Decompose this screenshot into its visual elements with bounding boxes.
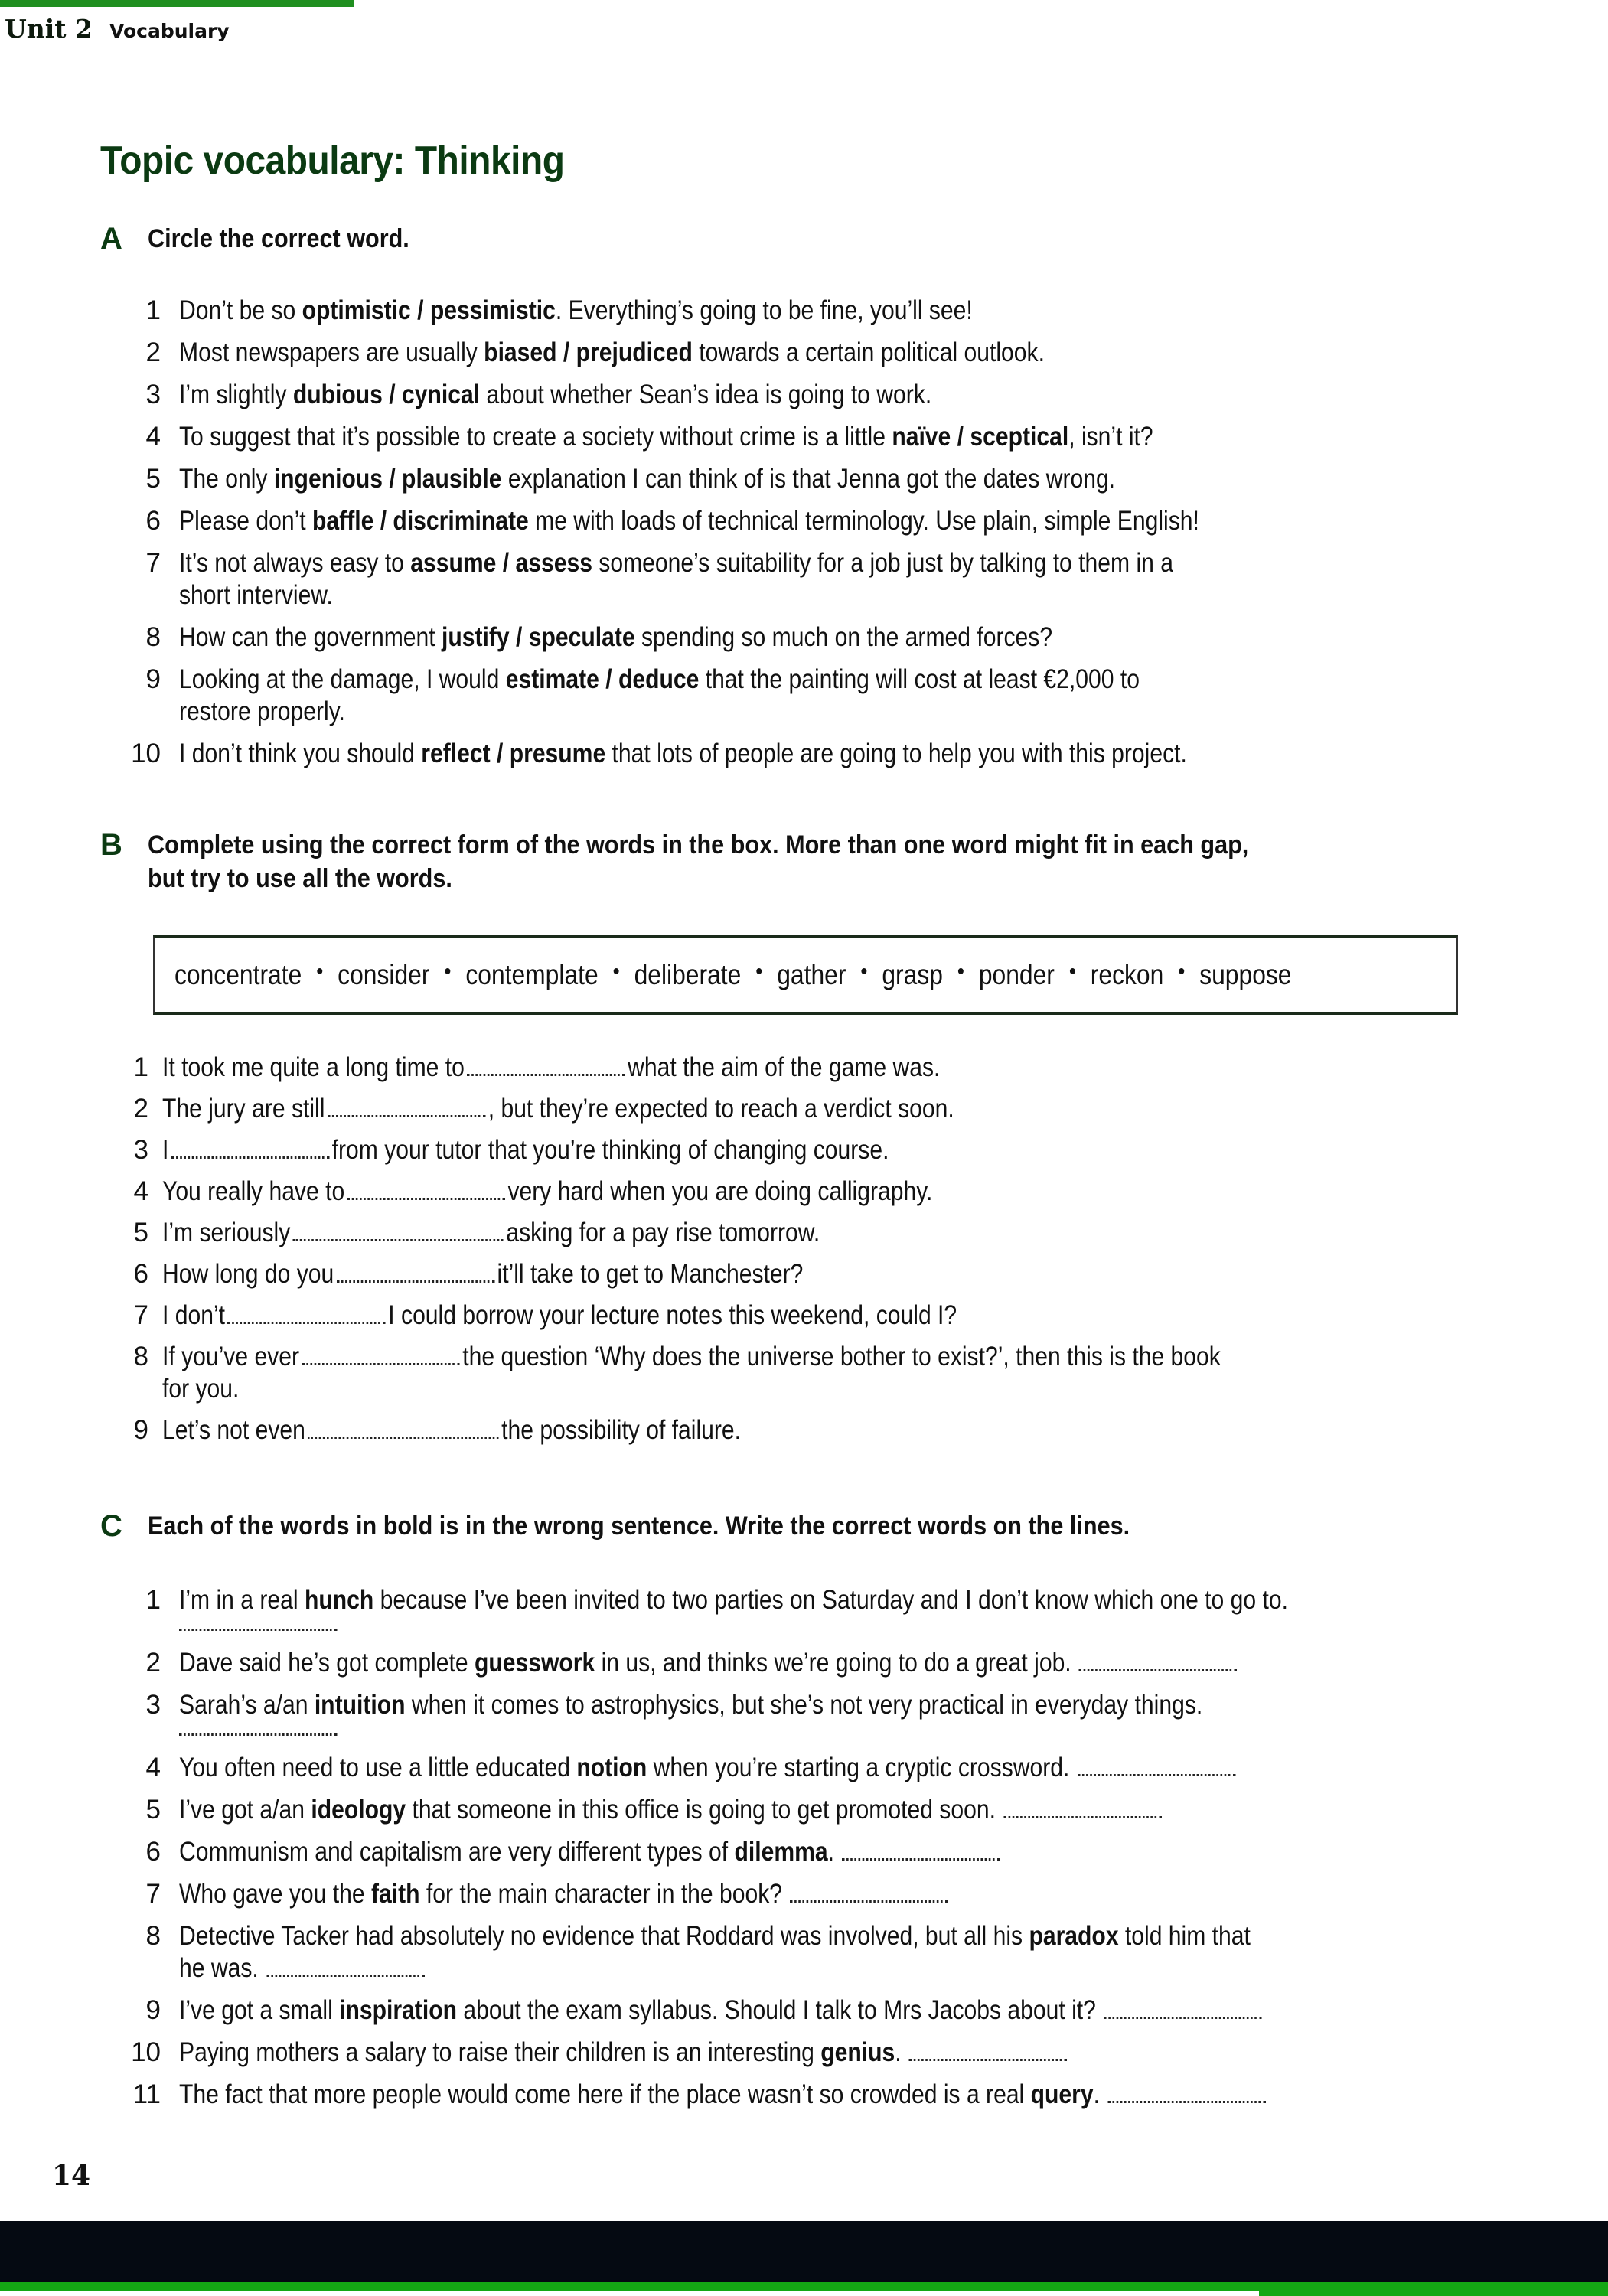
item-text-after: that the painting will cost at least €2,000 to bbox=[699, 664, 1140, 694]
exercise-c-item bbox=[122, 1584, 1515, 1637]
item-text-after: . bbox=[1093, 2079, 1100, 2109]
item-text-before: Don’t be so bbox=[179, 295, 302, 325]
item-number: 7 bbox=[145, 1879, 161, 1909]
item-text-after: it’ll take to get to Manchester? bbox=[497, 1259, 804, 1289]
item-text-before: You often need to use a little educated bbox=[179, 1753, 577, 1782]
word-box-list bbox=[174, 959, 1292, 991]
choice-separator: / bbox=[599, 664, 618, 694]
item-number: 5 bbox=[145, 464, 161, 494]
item-number: 5 bbox=[133, 1218, 148, 1247]
unit-label: Unit 2 bbox=[5, 14, 93, 44]
bullet-separator: • bbox=[860, 959, 868, 984]
item-text-before: I’m slightly bbox=[179, 380, 293, 409]
exercise-b-item bbox=[122, 1134, 1500, 1166]
answer-line[interactable] bbox=[790, 1896, 948, 1903]
bold-word: notion bbox=[576, 1753, 647, 1782]
item-text bbox=[162, 1052, 940, 1084]
item-text-before: Dave said he’s got complete bbox=[179, 1648, 475, 1678]
item-text bbox=[179, 1920, 1251, 1985]
item-text bbox=[162, 1176, 932, 1208]
section-b-items bbox=[122, 1052, 1500, 1456]
item-text-after: spending so much on the armed forces? bbox=[634, 622, 1053, 652]
item-text bbox=[162, 1093, 954, 1125]
exercise-c-item bbox=[122, 1920, 1515, 1985]
choice-separator: / bbox=[382, 464, 403, 494]
item-text-before: You really have to bbox=[162, 1176, 345, 1206]
exercise-c-item bbox=[122, 2037, 1515, 2069]
item-number: 1 bbox=[145, 1585, 161, 1615]
item-text bbox=[162, 1217, 820, 1249]
item-number: 3 bbox=[133, 1135, 148, 1165]
bold-word: genius bbox=[820, 2037, 895, 2067]
item-text bbox=[179, 295, 973, 327]
item-text-after: for the main character in the book? bbox=[419, 1879, 783, 1909]
item-number: 8 bbox=[145, 1921, 161, 1951]
section-b-instruction bbox=[148, 828, 1248, 895]
item-text-before: I’m in a real bbox=[179, 1585, 305, 1615]
item-text-before: If you’ve ever bbox=[162, 1342, 300, 1371]
bold-word: query bbox=[1030, 2079, 1094, 2109]
item-text-before: Who gave you the bbox=[179, 1879, 371, 1909]
answer-line[interactable] bbox=[179, 1624, 337, 1631]
word-box bbox=[153, 935, 1458, 1015]
word-box-item: suppose bbox=[1199, 959, 1292, 990]
item-text bbox=[179, 1752, 1238, 1784]
item-text bbox=[179, 463, 1115, 495]
item-text-before: Sarah’s a/an bbox=[179, 1690, 315, 1720]
bold-word: paradox bbox=[1029, 1921, 1119, 1951]
item-text bbox=[179, 2037, 1070, 2069]
item-number: 4 bbox=[145, 1753, 161, 1782]
item-text-before: The fact that more people would come here if the place wasn’t so crowded is a real bbox=[179, 2079, 1031, 2109]
item-number: 1 bbox=[133, 1052, 148, 1082]
item-number: 9 bbox=[133, 1415, 148, 1445]
bullet-separator: • bbox=[957, 959, 964, 984]
item-number: 3 bbox=[145, 1690, 161, 1720]
choice-option-2[interactable]: assess bbox=[515, 548, 592, 578]
answer-gap[interactable] bbox=[293, 1234, 504, 1241]
page-title: Topic vocabulary: Thinking bbox=[100, 139, 565, 183]
item-number: 6 bbox=[145, 506, 161, 536]
word-box-item: contemplate bbox=[465, 959, 599, 990]
item-text-before: It’s not always easy to bbox=[179, 548, 411, 578]
answer-line[interactable] bbox=[1104, 2012, 1261, 2019]
choice-separator: / bbox=[490, 739, 510, 768]
choice-option-1[interactable]: naïve bbox=[892, 422, 951, 452]
section-a-heading bbox=[100, 222, 439, 256]
bold-word: dilemma bbox=[734, 1837, 828, 1867]
exercise-c-item bbox=[122, 1689, 1515, 1742]
choice-option-1[interactable]: optimistic bbox=[302, 295, 411, 325]
item-text-before: The only bbox=[179, 464, 274, 494]
exercise-a-item bbox=[122, 547, 1500, 612]
bullet-separator: • bbox=[316, 959, 324, 984]
item-number: 3 bbox=[145, 380, 161, 409]
bold-word: intuition bbox=[314, 1690, 406, 1720]
exercise-c-item bbox=[122, 1836, 1515, 1868]
item-number: 4 bbox=[133, 1176, 148, 1206]
item-number: 6 bbox=[133, 1259, 148, 1289]
exercise-b-item bbox=[122, 1176, 1500, 1208]
item-text bbox=[179, 1689, 1202, 1742]
item-text-after: when you’re starting a cryptic crossword. bbox=[647, 1753, 1070, 1782]
item-text-before: Most newspapers are usually bbox=[179, 338, 484, 367]
choice-option-2[interactable]: pessimistic bbox=[429, 295, 556, 325]
choice-option-1[interactable]: baffle bbox=[312, 506, 374, 536]
item-text-before: It took me quite a long time to bbox=[162, 1052, 465, 1082]
item-text-after: . bbox=[895, 2037, 902, 2067]
section-b-instruction-line2: but try to use all the words. bbox=[148, 864, 452, 893]
item-text-before: How long do you bbox=[162, 1259, 334, 1289]
answer-line[interactable] bbox=[909, 2054, 1067, 2061]
exercise-c-item bbox=[122, 2079, 1515, 2111]
choice-option-1[interactable]: ingenious bbox=[273, 464, 383, 494]
bold-word: guesswork bbox=[474, 1648, 595, 1678]
item-text-after: in us, and thinks we’re going to do a great job. bbox=[595, 1648, 1071, 1678]
exercise-c-item bbox=[122, 1994, 1515, 2027]
item-text-after: about the exam syllabus. Should I talk to Mrs Jacobs about it? bbox=[456, 1995, 1096, 2025]
word-box-item: reckon bbox=[1090, 959, 1164, 990]
exercise-c-item bbox=[122, 1647, 1515, 1679]
item-text bbox=[179, 337, 1045, 369]
answer-line[interactable] bbox=[1107, 2096, 1265, 2103]
item-text-before: I’m seriously bbox=[162, 1218, 291, 1247]
item-text-continued: restore properly. bbox=[179, 696, 345, 726]
item-text-after: I could borrow your lecture notes this weekend, could I? bbox=[388, 1300, 957, 1330]
item-text bbox=[179, 621, 1052, 654]
item-text-before: I’ve got a small bbox=[179, 1995, 340, 2025]
section-c-items bbox=[122, 1584, 1515, 2121]
item-text bbox=[179, 1836, 1003, 1868]
choice-option-2[interactable]: deduce bbox=[618, 664, 700, 694]
item-text-before: To suggest that it’s possible to create a society without crime is a little bbox=[179, 422, 892, 452]
bullet-separator: • bbox=[1068, 959, 1076, 984]
answer-line[interactable] bbox=[1078, 1769, 1235, 1776]
answer-line[interactable] bbox=[842, 1854, 1000, 1861]
item-text bbox=[162, 1414, 741, 1446]
section-b-letter: B bbox=[100, 828, 122, 862]
item-number: 4 bbox=[145, 422, 161, 452]
item-text-before: The jury are still bbox=[162, 1094, 325, 1124]
unit-section-label: Vocabulary bbox=[109, 20, 230, 42]
exercise-b-item bbox=[122, 1414, 1500, 1446]
header-accent-bar bbox=[0, 0, 354, 7]
word-box-item: concentrate bbox=[174, 959, 302, 990]
bold-word: inspiration bbox=[339, 1995, 457, 2025]
item-text-continued: he was. bbox=[179, 1953, 259, 1983]
answer-line[interactable] bbox=[266, 1970, 424, 1977]
item-text-before: Communism and capitalism are very different types of bbox=[179, 1837, 735, 1867]
item-number: 8 bbox=[145, 622, 161, 652]
answer-line[interactable] bbox=[179, 1729, 337, 1736]
exercise-b-item bbox=[122, 1258, 1500, 1290]
answer-gap[interactable] bbox=[467, 1069, 625, 1076]
item-text bbox=[179, 1584, 1288, 1637]
item-number: 7 bbox=[133, 1300, 148, 1330]
page-number: 14 bbox=[52, 2160, 91, 2192]
item-text-before: How can the government bbox=[179, 622, 442, 652]
exercise-a-item bbox=[122, 421, 1500, 453]
item-text-after: what the aim of the game was. bbox=[628, 1052, 941, 1082]
choice-separator: / bbox=[496, 548, 516, 578]
exercise-a-item bbox=[122, 621, 1500, 654]
item-text-before: I don’t think you should bbox=[179, 739, 422, 768]
choice-separator: / bbox=[373, 506, 393, 536]
exercise-a-item bbox=[122, 738, 1500, 770]
item-text bbox=[179, 2079, 1268, 2111]
choice-option-1[interactable]: dubious bbox=[292, 380, 383, 409]
item-text bbox=[162, 1134, 889, 1166]
item-text bbox=[179, 1994, 1264, 2027]
item-text-before: Detective Tacker had absolutely no evidence that Roddard was involved, but all his bbox=[179, 1921, 1029, 1951]
bold-word: hunch bbox=[304, 1585, 374, 1615]
item-text-after: me with loads of technical terminology. Use plain, simple English! bbox=[528, 506, 1199, 536]
item-text-after: . bbox=[827, 1837, 834, 1867]
word-box-item: gather bbox=[777, 959, 846, 990]
exercise-c-item bbox=[122, 1794, 1515, 1826]
choice-option-1[interactable]: justify bbox=[441, 622, 510, 652]
bullet-separator: • bbox=[755, 959, 763, 984]
footer-notch bbox=[0, 2291, 1259, 2296]
item-text bbox=[179, 379, 931, 411]
bullet-separator: • bbox=[1178, 959, 1186, 984]
word-box-item: deliberate bbox=[634, 959, 742, 990]
section-b-heading bbox=[100, 828, 1371, 895]
item-text-before: Please don’t bbox=[179, 506, 313, 536]
item-text-continued: for you. bbox=[162, 1374, 240, 1404]
choice-separator: / bbox=[410, 295, 430, 325]
exercise-b-item bbox=[122, 1217, 1500, 1249]
item-number: 6 bbox=[145, 1837, 161, 1867]
item-number: 2 bbox=[133, 1094, 148, 1124]
item-text-after: explanation I can think of is that Jenna got the dates wrong. bbox=[501, 464, 1116, 494]
answer-gap[interactable] bbox=[171, 1152, 329, 1159]
answer-gap[interactable] bbox=[308, 1432, 498, 1439]
exercise-b-item bbox=[122, 1052, 1500, 1084]
choice-option-2[interactable]: cynical bbox=[402, 380, 481, 409]
item-text-before: I bbox=[162, 1135, 169, 1165]
answer-line[interactable] bbox=[1079, 1665, 1237, 1671]
exercise-a-item bbox=[122, 463, 1500, 495]
choice-option-2[interactable]: speculate bbox=[528, 622, 635, 652]
choice-separator: / bbox=[382, 380, 403, 409]
answer-gap[interactable] bbox=[302, 1358, 459, 1365]
item-number: 10 bbox=[131, 739, 161, 768]
item-text bbox=[162, 1300, 957, 1332]
choice-option-2[interactable]: plausible bbox=[402, 464, 502, 494]
item-text-after: when it comes to astrophysics, but she’s not very practical in everyday things. bbox=[405, 1690, 1203, 1720]
item-text-after: asking for a pay rise tomorrow. bbox=[506, 1218, 820, 1247]
item-text-continued: short interview. bbox=[179, 580, 333, 610]
exercise-a-item bbox=[122, 295, 1500, 327]
answer-gap[interactable] bbox=[337, 1276, 494, 1283]
item-number: 7 bbox=[145, 548, 161, 578]
item-text bbox=[179, 1878, 951, 1910]
word-box-item: consider bbox=[338, 959, 430, 990]
choice-option-1[interactable]: estimate bbox=[505, 664, 599, 694]
bullet-separator: • bbox=[444, 959, 452, 984]
exercise-b-item bbox=[122, 1341, 1500, 1405]
item-text-after: the question ‘Why does the universe bother to exist?’, then this is the book bbox=[462, 1342, 1221, 1371]
section-c-heading bbox=[100, 1509, 1239, 1543]
answer-line[interactable] bbox=[1003, 1812, 1161, 1818]
exercise-a-item bbox=[122, 337, 1500, 369]
item-text-after: because I’ve been invited to two parties on Saturday and I don’t know which one to go to. bbox=[373, 1585, 1288, 1615]
choice-option-2[interactable]: prejudiced bbox=[576, 338, 693, 367]
answer-gap[interactable] bbox=[227, 1317, 385, 1324]
item-text bbox=[162, 1258, 803, 1290]
bold-word: ideology bbox=[311, 1795, 406, 1825]
section-c-letter: C bbox=[100, 1509, 122, 1543]
item-text-after: towards a certain political outlook. bbox=[692, 338, 1045, 367]
choice-option-2[interactable]: discriminate bbox=[393, 506, 529, 536]
item-text-after: , but they’re expected to reach a verdict soon. bbox=[488, 1094, 954, 1124]
item-number: 10 bbox=[131, 2037, 161, 2067]
item-number: 8 bbox=[133, 1342, 148, 1371]
section-a-items bbox=[122, 295, 1500, 780]
item-number: 11 bbox=[132, 2079, 161, 2109]
item-text-before: Let’s not even bbox=[162, 1415, 305, 1445]
word-box-item: ponder bbox=[978, 959, 1055, 990]
bold-word: faith bbox=[370, 1879, 420, 1909]
choice-option-1[interactable]: reflect bbox=[421, 739, 491, 768]
item-text-after: from your tutor that you’re thinking of changing course. bbox=[331, 1135, 889, 1165]
item-text bbox=[179, 505, 1199, 537]
item-text-after: told him that bbox=[1118, 1921, 1251, 1951]
item-number: 2 bbox=[145, 1648, 161, 1678]
item-number: 9 bbox=[145, 1995, 161, 2025]
exercise-c-item bbox=[122, 1878, 1515, 1910]
item-text-after: . Everything’s going to be fine, you’ll see! bbox=[555, 295, 973, 325]
word-box-item: grasp bbox=[882, 959, 943, 990]
item-number: 5 bbox=[145, 1795, 161, 1825]
item-number: 2 bbox=[145, 338, 161, 367]
choice-separator: / bbox=[951, 422, 970, 452]
item-text-after: the possibility of failure. bbox=[501, 1415, 742, 1445]
answer-gap[interactable] bbox=[347, 1193, 505, 1200]
section-b-instruction-line1: Complete using the correct form of the words in the box. More than one word might fit in each gap, bbox=[148, 830, 1249, 859]
section-a-letter: A bbox=[100, 222, 122, 256]
exercise-c-item bbox=[122, 1752, 1515, 1784]
item-text-before: I don’t bbox=[162, 1300, 226, 1330]
exercise-b-item bbox=[122, 1300, 1500, 1332]
footer-dark-bar bbox=[0, 2221, 1608, 2282]
choice-separator: / bbox=[509, 622, 529, 652]
item-text-after: someone’s suitability for a job just by talking to them in a bbox=[592, 548, 1173, 578]
item-text bbox=[179, 1647, 1240, 1679]
item-text bbox=[179, 664, 1140, 728]
choice-option-2[interactable]: presume bbox=[509, 739, 606, 768]
item-number: 1 bbox=[145, 295, 161, 325]
item-text-after: very hard when you are doing calligraphy. bbox=[507, 1176, 933, 1206]
item-text bbox=[179, 738, 1187, 770]
exercise-b-item bbox=[122, 1093, 1500, 1125]
exercise-a-item bbox=[122, 505, 1500, 537]
choice-separator: / bbox=[556, 338, 576, 367]
item-text-before: Paying mothers a salary to raise their children is an interesting bbox=[179, 2037, 821, 2067]
item-text bbox=[162, 1341, 1221, 1405]
item-text-after: that someone in this office is going to get promoted soon. bbox=[406, 1795, 996, 1825]
exercise-a-item bbox=[122, 664, 1500, 728]
item-text-before: Looking at the damage, I would bbox=[179, 664, 506, 694]
running-header bbox=[5, 14, 230, 44]
item-number: 9 bbox=[145, 664, 161, 694]
item-text bbox=[179, 1794, 1164, 1826]
item-text-after: , isn’t it? bbox=[1068, 422, 1153, 452]
item-text bbox=[179, 547, 1173, 612]
choice-option-2[interactable]: sceptical bbox=[970, 422, 1069, 452]
exercise-a-item bbox=[122, 379, 1500, 411]
item-text-after: about whether Sean’s idea is going to work. bbox=[480, 380, 932, 409]
footer-accent-bar bbox=[0, 2282, 1608, 2291]
bullet-separator: • bbox=[612, 959, 620, 984]
item-text bbox=[179, 421, 1153, 453]
footer-accent-tail bbox=[1259, 2291, 1608, 2296]
section-a-instruction: Circle the correct word. bbox=[148, 224, 409, 253]
choice-option-1[interactable]: assume bbox=[410, 548, 497, 578]
choice-option-1[interactable]: biased bbox=[484, 338, 557, 367]
item-text-after: that lots of people are going to help you with this project. bbox=[605, 739, 1187, 768]
answer-gap[interactable] bbox=[328, 1110, 485, 1117]
item-text-before: I’ve got a/an bbox=[179, 1795, 311, 1825]
section-c-instruction: Each of the words in bold is in the wrong sentence. Write the correct words on the lines. bbox=[148, 1512, 1130, 1541]
